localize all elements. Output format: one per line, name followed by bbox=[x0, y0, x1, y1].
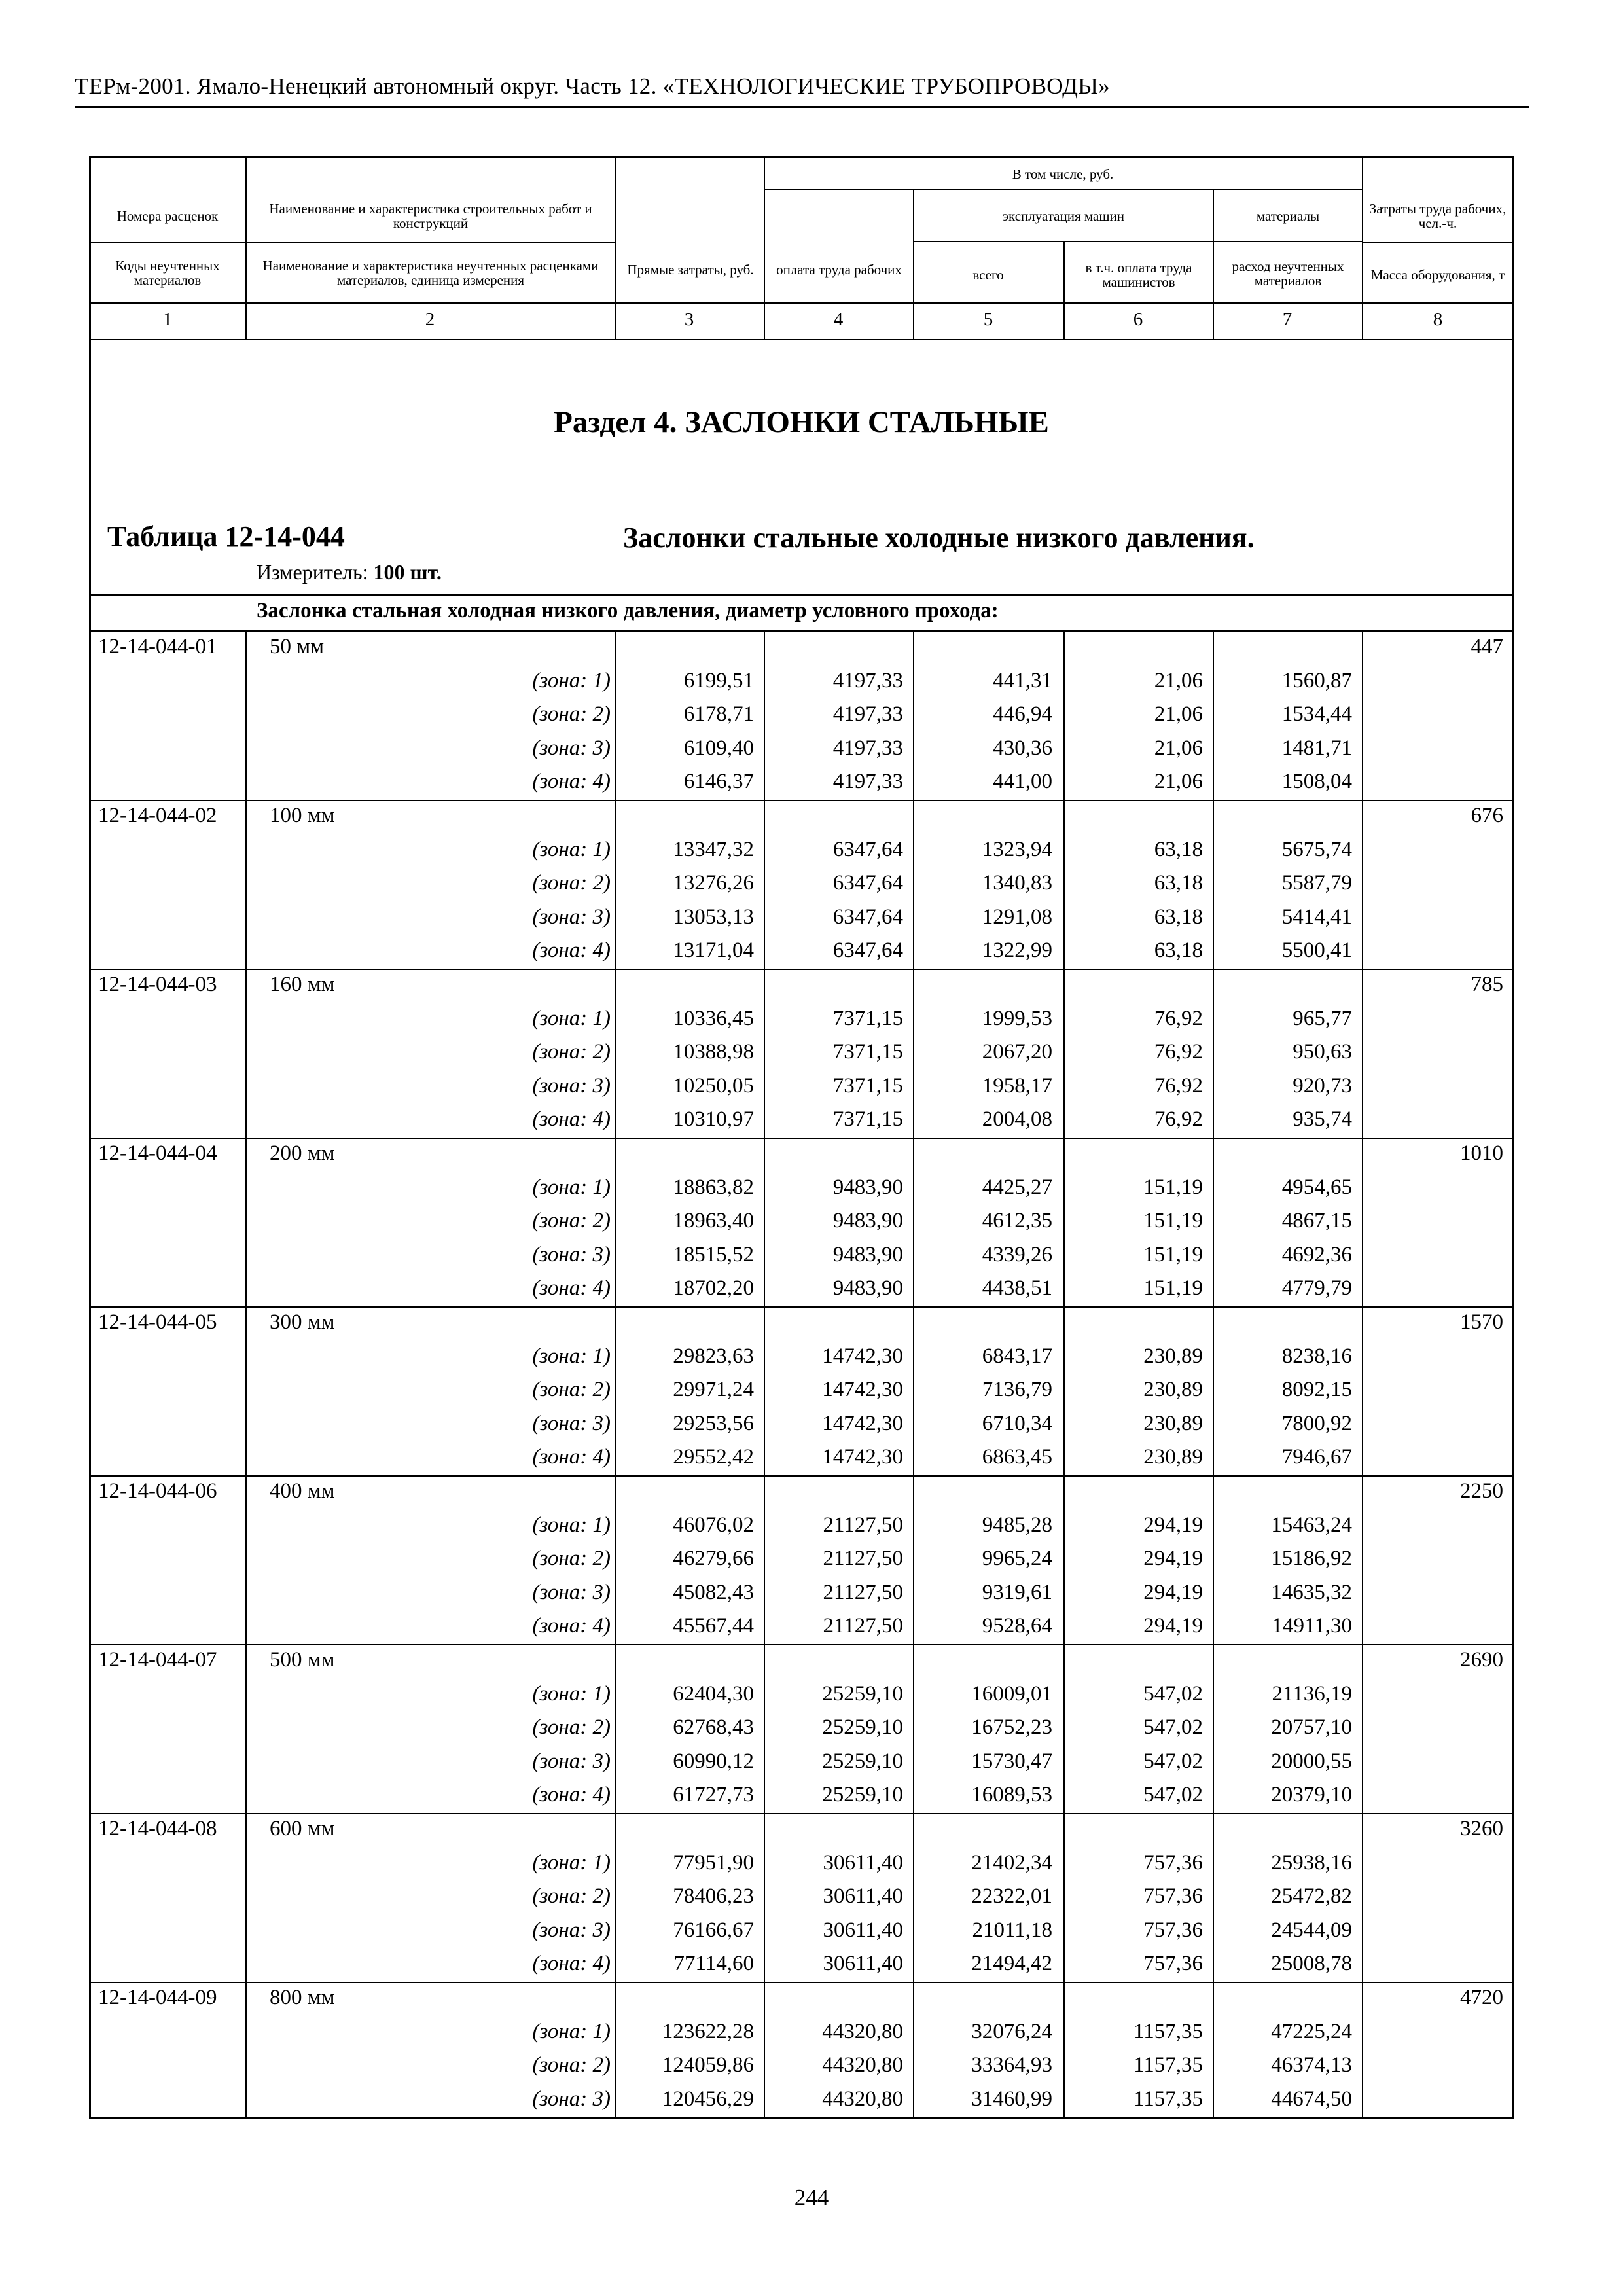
machines-total-cell: 21402,34 bbox=[971, 1850, 1052, 1874]
materials-cell: 44674,50 bbox=[1271, 2087, 1352, 2111]
direct-costs-cell: 29253,56 bbox=[673, 1411, 754, 1435]
materials-cell: 5500,41 bbox=[1281, 939, 1352, 963]
header-divider-1 bbox=[245, 156, 247, 339]
operators-wages-cell: 294,19 bbox=[1143, 1614, 1203, 1638]
workers-wages-cell: 6347,64 bbox=[832, 939, 903, 963]
rate-code: 12-14-044-03 bbox=[98, 973, 217, 996]
direct-costs-cell: 62404,30 bbox=[673, 1681, 754, 1706]
header-material-name: Наименование и характеристика неучтенных расценками материалов, единица измерения bbox=[262, 258, 599, 288]
workers-wages-cell: 44320,80 bbox=[822, 2019, 903, 2043]
rate-code: 12-14-044-05 bbox=[98, 1310, 217, 1334]
zone-label: (зона: 1) bbox=[532, 1513, 611, 1537]
direct-costs-cell: 18863,82 bbox=[673, 1175, 754, 1199]
machines-total-cell: 1322,99 bbox=[982, 939, 1052, 963]
operators-wages-cell: 63,18 bbox=[1154, 939, 1203, 963]
header-including: В том числе, руб. bbox=[1012, 166, 1114, 182]
machines-total-cell: 9485,28 bbox=[982, 1513, 1052, 1537]
materials-cell: 8238,16 bbox=[1281, 1344, 1352, 1368]
workers-wages-cell: 30611,40 bbox=[823, 1952, 903, 1976]
direct-costs-cell: 61727,73 bbox=[673, 1783, 754, 1807]
body-divider-3 bbox=[764, 630, 765, 2119]
header-divider-7 bbox=[1362, 156, 1363, 339]
operators-wages-cell: 294,19 bbox=[1143, 1513, 1203, 1537]
materials-cell: 15186,92 bbox=[1271, 1547, 1352, 1571]
materials-cell: 920,73 bbox=[1293, 1073, 1352, 1098]
zone-label: (зона: 3) bbox=[532, 905, 611, 929]
workers-wages-cell: 25259,10 bbox=[822, 1681, 903, 1706]
operators-wages-cell: 151,19 bbox=[1143, 1175, 1203, 1199]
machines-total-cell: 32076,24 bbox=[971, 2019, 1052, 2043]
operators-wages-cell: 76,92 bbox=[1154, 1040, 1203, 1064]
operators-wages-cell: 547,02 bbox=[1143, 1783, 1203, 1807]
operators-wages-cell: 294,19 bbox=[1143, 1547, 1203, 1571]
rate-code: 12-14-044-08 bbox=[98, 1817, 217, 1840]
direct-costs-cell: 77114,60 bbox=[673, 1952, 754, 1976]
operators-wages-cell: 294,19 bbox=[1143, 1580, 1203, 1604]
machines-total-cell: 15730,47 bbox=[971, 1749, 1052, 1773]
operators-wages-cell: 76,92 bbox=[1154, 1073, 1203, 1098]
header-divider-5 bbox=[1063, 241, 1065, 339]
header-operators-wages: в т.ч. оплата труда машинистов bbox=[1085, 260, 1192, 290]
machines-total-cell: 441,31 bbox=[993, 668, 1052, 692]
workers-wages-cell: 9483,90 bbox=[832, 1209, 903, 1233]
zone-label: (зона: 1) bbox=[532, 1681, 611, 1706]
operators-wages-cell: 757,36 bbox=[1143, 1952, 1203, 1976]
direct-costs-cell: 77951,90 bbox=[673, 1850, 754, 1874]
direct-costs-cell: 62768,43 bbox=[673, 1715, 754, 1740]
direct-costs-cell: 13276,26 bbox=[673, 871, 754, 895]
nominal-diameter: 300 мм bbox=[270, 1310, 335, 1334]
materials-cell: 1508,04 bbox=[1281, 770, 1352, 794]
direct-costs-cell: 18963,40 bbox=[673, 1209, 754, 1233]
operators-wages-cell: 63,18 bbox=[1154, 837, 1203, 861]
machines-total-cell: 446,94 bbox=[993, 702, 1052, 726]
direct-costs-cell: 13347,32 bbox=[673, 837, 754, 861]
machines-total-cell: 16752,23 bbox=[971, 1715, 1052, 1740]
machines-total-cell: 6863,45 bbox=[982, 1445, 1052, 1469]
operators-wages-cell: 76,92 bbox=[1154, 1107, 1203, 1132]
machines-total-cell: 9528,64 bbox=[982, 1614, 1052, 1638]
workers-wages-cell: 4197,33 bbox=[832, 736, 903, 760]
operators-wages-cell: 76,92 bbox=[1154, 1006, 1203, 1030]
zone-label: (зона: 1) bbox=[532, 837, 611, 861]
machines-total-cell: 1958,17 bbox=[982, 1073, 1052, 1098]
header-divider-6 bbox=[1213, 189, 1214, 339]
zone-label: (зона: 3) bbox=[532, 1918, 611, 1942]
header-rate-numbers: Номера расценок bbox=[116, 208, 219, 224]
workers-wages-cell: 30611,40 bbox=[823, 1918, 903, 1942]
workers-wages-cell: 7371,15 bbox=[832, 1073, 903, 1098]
operators-wages-cell: 21,06 bbox=[1154, 770, 1203, 794]
materials-cell: 1534,44 bbox=[1281, 702, 1352, 726]
rate-code: 12-14-044-09 bbox=[98, 1986, 217, 2009]
materials-cell: 20757,10 bbox=[1271, 1715, 1352, 1740]
direct-costs-cell: 78406,23 bbox=[673, 1884, 754, 1909]
zone-label: (зона: 3) bbox=[532, 2087, 611, 2111]
machines-total-cell: 4339,26 bbox=[982, 1242, 1052, 1266]
operators-wages-cell: 547,02 bbox=[1143, 1681, 1203, 1706]
machines-total-cell: 9965,24 bbox=[982, 1547, 1052, 1571]
rate-group-separator bbox=[89, 1813, 1514, 1814]
machines-total-cell: 1999,53 bbox=[982, 1006, 1052, 1030]
workers-wages-cell: 14742,30 bbox=[822, 1445, 903, 1469]
labor-costs-cell: 1010 bbox=[1460, 1141, 1503, 1165]
machines-total-cell: 430,36 bbox=[993, 736, 1052, 760]
machines-total-cell: 4612,35 bbox=[982, 1209, 1052, 1233]
materials-cell: 4954,65 bbox=[1281, 1175, 1352, 1199]
zone-label: (зона: 1) bbox=[532, 1344, 611, 1368]
operators-wages-cell: 21,06 bbox=[1154, 668, 1203, 692]
direct-costs-cell: 45567,44 bbox=[673, 1614, 754, 1638]
materials-cell: 15463,24 bbox=[1271, 1513, 1352, 1537]
materials-cell: 21136,19 bbox=[1272, 1681, 1352, 1706]
direct-costs-cell: 13053,13 bbox=[673, 905, 754, 929]
zone-label: (зона: 1) bbox=[532, 1175, 611, 1199]
zone-label: (зона: 1) bbox=[532, 1850, 611, 1874]
workers-wages-cell: 6347,64 bbox=[832, 837, 903, 861]
table-number: Таблица 12-14-044 bbox=[107, 520, 345, 552]
operators-wages-cell: 547,02 bbox=[1143, 1715, 1203, 1740]
zone-label: (зона: 3) bbox=[532, 1242, 611, 1266]
nominal-diameter: 500 мм bbox=[270, 1648, 335, 1672]
nominal-diameter: 160 мм bbox=[270, 973, 335, 996]
machines-total-cell: 21011,18 bbox=[972, 1918, 1052, 1942]
machines-total-cell: 6710,34 bbox=[982, 1411, 1052, 1435]
direct-costs-cell: 13171,04 bbox=[673, 939, 754, 963]
direct-costs-cell: 46279,66 bbox=[673, 1547, 754, 1571]
workers-wages-cell: 14742,30 bbox=[822, 1411, 903, 1435]
body-divider-6 bbox=[1213, 630, 1214, 2119]
header-labor-costs: Затраты труда рабочих, чел.-ч. bbox=[1369, 201, 1507, 231]
header-equipment-mass: Масса оборудования, т bbox=[1370, 267, 1505, 283]
zone-label: (зона: 2) bbox=[532, 2053, 611, 2077]
rate-group-separator bbox=[89, 1138, 1514, 1139]
zone-label: (зона: 2) bbox=[532, 1040, 611, 1064]
nominal-diameter: 100 мм bbox=[270, 804, 335, 827]
direct-costs-cell: 6199,51 bbox=[683, 668, 754, 692]
page-number: 244 bbox=[794, 2185, 829, 2210]
direct-costs-cell: 18702,20 bbox=[673, 1276, 754, 1300]
direct-costs-cell: 10388,98 bbox=[673, 1040, 754, 1064]
rate-code: 12-14-044-06 bbox=[98, 1479, 217, 1503]
workers-wages-cell: 9483,90 bbox=[832, 1242, 903, 1266]
materials-cell: 4779,79 bbox=[1281, 1276, 1352, 1300]
workers-wages-cell: 21127,50 bbox=[823, 1614, 903, 1638]
zone-label: (зона: 1) bbox=[532, 1006, 611, 1030]
zone-label: (зона: 4) bbox=[532, 770, 611, 794]
operators-wages-cell: 757,36 bbox=[1143, 1850, 1203, 1874]
direct-costs-cell: 18515,52 bbox=[673, 1242, 754, 1266]
zone-label: (зона: 1) bbox=[532, 668, 611, 692]
rate-code: 12-14-044-07 bbox=[98, 1648, 217, 1672]
body-divider-4 bbox=[913, 630, 914, 2119]
header-direct-costs: Прямые затраты, руб. bbox=[627, 262, 754, 278]
header-work-name: Наименование и характеристика строительных работ и конструкций bbox=[269, 201, 592, 231]
zone-label: (зона: 3) bbox=[532, 736, 611, 760]
rate-group-separator bbox=[89, 969, 1514, 970]
machines-total-cell: 22322,01 bbox=[971, 1884, 1052, 1909]
operators-wages-cell: 757,36 bbox=[1143, 1918, 1203, 1942]
workers-wages-cell: 25259,10 bbox=[822, 1783, 903, 1807]
operators-wages-cell: 151,19 bbox=[1143, 1242, 1203, 1266]
materials-cell: 46374,13 bbox=[1271, 2053, 1352, 2077]
workers-wages-cell: 44320,80 bbox=[822, 2087, 903, 2111]
zone-label: (зона: 4) bbox=[532, 1952, 611, 1976]
materials-cell: 14911,30 bbox=[1272, 1614, 1352, 1638]
section-title: Раздел 4. ЗАСЛОНКИ СТАЛЬНЫЕ bbox=[554, 405, 1049, 439]
header-rule-including bbox=[764, 189, 1362, 190]
workers-wages-cell: 7371,15 bbox=[832, 1040, 903, 1064]
operators-wages-cell: 63,18 bbox=[1154, 905, 1203, 929]
zone-label: (зона: 4) bbox=[532, 1783, 611, 1807]
zone-label: (зона: 2) bbox=[532, 1378, 611, 1402]
zone-label: (зона: 2) bbox=[532, 1884, 611, 1909]
direct-costs-cell: 120456,29 bbox=[662, 2087, 754, 2111]
machines-total-cell: 4438,51 bbox=[982, 1276, 1052, 1300]
machines-total-cell: 1291,08 bbox=[982, 905, 1052, 929]
machines-total-cell: 16009,01 bbox=[971, 1681, 1052, 1706]
labor-costs-cell: 3260 bbox=[1460, 1817, 1503, 1840]
machines-total-cell: 16089,53 bbox=[971, 1783, 1052, 1807]
operators-wages-cell: 21,06 bbox=[1154, 736, 1203, 760]
machines-total-cell: 6843,17 bbox=[982, 1344, 1052, 1368]
section-block-rule bbox=[89, 594, 1514, 596]
running-header: ТЕРм-2001. Ямало-Ненецкий автономный округ. Часть 12. «ТЕХНОЛОГИЧЕСКИЕ ТРУБОПРОВОДЫ» bbox=[75, 73, 1110, 99]
rate-group-separator bbox=[89, 1644, 1514, 1645]
labor-costs-cell: 1570 bbox=[1460, 1310, 1503, 1334]
header-divider-2 bbox=[615, 156, 616, 339]
direct-costs-cell: 124059,86 bbox=[662, 2053, 754, 2077]
header-rule-middle-left bbox=[89, 242, 615, 243]
materials-cell: 1560,87 bbox=[1281, 668, 1352, 692]
workers-wages-cell: 9483,90 bbox=[832, 1276, 903, 1300]
direct-costs-cell: 10336,45 bbox=[673, 1006, 754, 1030]
machines-total-cell: 1340,83 bbox=[982, 871, 1052, 895]
rate-group-separator bbox=[89, 800, 1514, 801]
header-rule-middle-right bbox=[1362, 242, 1514, 243]
header-divider-4 bbox=[913, 189, 914, 339]
operators-wages-cell: 21,06 bbox=[1154, 702, 1203, 726]
labor-costs-cell: 2690 bbox=[1460, 1648, 1503, 1672]
workers-wages-cell: 14742,30 bbox=[822, 1344, 903, 1368]
workers-wages-cell: 30611,40 bbox=[823, 1850, 903, 1874]
machines-total-cell: 1323,94 bbox=[982, 837, 1052, 861]
zone-label: (зона: 2) bbox=[532, 702, 611, 726]
materials-cell: 24544,09 bbox=[1271, 1918, 1352, 1942]
direct-costs-cell: 123622,28 bbox=[662, 2019, 754, 2043]
table-subtitle: Заслонка стальная холодная низкого давления, диаметр условного прохода: bbox=[257, 599, 999, 622]
workers-wages-cell: 25259,10 bbox=[822, 1749, 903, 1773]
materials-cell: 20000,55 bbox=[1271, 1749, 1352, 1773]
header-rule bbox=[75, 106, 1529, 108]
operators-wages-cell: 151,19 bbox=[1143, 1209, 1203, 1233]
materials-cell: 25008,78 bbox=[1271, 1952, 1352, 1976]
machines-total-cell: 441,00 bbox=[993, 770, 1052, 794]
direct-costs-cell: 29552,42 bbox=[673, 1445, 754, 1469]
materials-cell: 8092,15 bbox=[1281, 1378, 1352, 1402]
rate-group-separator bbox=[89, 1306, 1514, 1308]
rate-group-separator bbox=[89, 1982, 1514, 1983]
materials-cell: 1481,71 bbox=[1281, 736, 1352, 760]
direct-costs-cell: 6178,71 bbox=[683, 702, 754, 726]
workers-wages-cell: 21127,50 bbox=[823, 1513, 903, 1537]
measure-unit bbox=[257, 560, 442, 584]
direct-costs-cell: 60990,12 bbox=[673, 1749, 754, 1773]
nominal-diameter: 800 мм bbox=[270, 1986, 335, 2009]
operators-wages-cell: 63,18 bbox=[1154, 871, 1203, 895]
zone-label: (зона: 3) bbox=[532, 1580, 611, 1604]
header-materials: материалы bbox=[1256, 208, 1320, 224]
body-divider-1 bbox=[245, 630, 247, 2119]
operators-wages-cell: 230,89 bbox=[1143, 1411, 1203, 1435]
materials-cell: 5587,79 bbox=[1281, 871, 1352, 895]
labor-costs-cell: 447 bbox=[1471, 635, 1503, 658]
materials-cell: 4867,15 bbox=[1281, 1209, 1352, 1233]
materials-cell: 25938,16 bbox=[1271, 1850, 1352, 1874]
body-divider-7 bbox=[1362, 630, 1363, 2119]
direct-costs-cell: 10310,97 bbox=[673, 1107, 754, 1132]
body-divider-2 bbox=[615, 630, 616, 2119]
body-divider-5 bbox=[1063, 630, 1065, 2119]
operators-wages-cell: 230,89 bbox=[1143, 1378, 1203, 1402]
machines-total-cell: 21494,42 bbox=[971, 1952, 1052, 1976]
materials-cell: 5675,74 bbox=[1281, 837, 1352, 861]
rate-code: 12-14-044-04 bbox=[98, 1141, 217, 1165]
measure-value: 100 шт. bbox=[373, 560, 442, 584]
workers-wages-cell: 6347,64 bbox=[832, 871, 903, 895]
workers-wages-cell: 25259,10 bbox=[822, 1715, 903, 1740]
direct-costs-cell: 45082,43 bbox=[673, 1580, 754, 1604]
workers-wages-cell: 6347,64 bbox=[832, 905, 903, 929]
machines-total-cell: 7136,79 bbox=[982, 1378, 1052, 1402]
operators-wages-cell: 151,19 bbox=[1143, 1276, 1203, 1300]
operators-wages-cell: 1157,35 bbox=[1133, 2087, 1203, 2111]
zone-label: (зона: 4) bbox=[532, 939, 611, 963]
zone-label: (зона: 2) bbox=[532, 871, 611, 895]
workers-wages-cell: 4197,33 bbox=[832, 770, 903, 794]
operators-wages-cell: 1157,35 bbox=[1133, 2019, 1203, 2043]
workers-wages-cell: 7371,15 bbox=[832, 1107, 903, 1132]
nominal-diameter: 200 мм bbox=[270, 1141, 335, 1165]
zone-label: (зона: 2) bbox=[532, 1209, 611, 1233]
materials-cell: 5414,41 bbox=[1281, 905, 1352, 929]
materials-cell: 47225,24 bbox=[1271, 2019, 1352, 2043]
materials-cell: 7946,67 bbox=[1281, 1445, 1352, 1469]
machines-total-cell: 33364,93 bbox=[971, 2053, 1052, 2077]
header-workers-wages: оплата труда рабочих bbox=[776, 262, 902, 278]
nominal-diameter: 400 мм bbox=[270, 1479, 335, 1503]
machines-total-cell: 9319,61 bbox=[982, 1580, 1052, 1604]
operators-wages-cell: 757,36 bbox=[1143, 1884, 1203, 1909]
workers-wages-cell: 30611,40 bbox=[823, 1884, 903, 1909]
workers-wages-cell: 21127,50 bbox=[823, 1580, 903, 1604]
materials-cell: 935,74 bbox=[1293, 1107, 1352, 1132]
materials-cell: 25472,82 bbox=[1271, 1884, 1352, 1909]
machines-total-cell: 31460,99 bbox=[971, 2087, 1052, 2111]
header-machine-operation: эксплуатация машин bbox=[1003, 208, 1124, 224]
header-unaccounted-materials: расход неучтенных материалов bbox=[1232, 259, 1344, 289]
labor-costs-cell: 4720 bbox=[1460, 1986, 1503, 2009]
materials-cell: 14635,32 bbox=[1271, 1580, 1352, 1604]
header-rule-bottom bbox=[89, 302, 1514, 304]
zone-label: (зона: 4) bbox=[532, 1276, 611, 1300]
operators-wages-cell: 1157,35 bbox=[1133, 2053, 1203, 2077]
zone-label: (зона: 3) bbox=[532, 1749, 611, 1773]
rate-group-separator bbox=[89, 1475, 1514, 1477]
workers-wages-cell: 9483,90 bbox=[832, 1175, 903, 1199]
materials-cell: 965,77 bbox=[1293, 1006, 1352, 1030]
labor-costs-cell: 785 bbox=[1471, 973, 1503, 996]
zone-label: (зона: 4) bbox=[532, 1445, 611, 1469]
zone-label: (зона: 3) bbox=[532, 1073, 611, 1098]
direct-costs-cell: 10250,05 bbox=[673, 1073, 754, 1098]
rate-code: 12-14-044-02 bbox=[98, 804, 217, 827]
workers-wages-cell: 4197,33 bbox=[832, 668, 903, 692]
direct-costs-cell: 6109,40 bbox=[683, 736, 754, 760]
workers-wages-cell: 21127,50 bbox=[823, 1547, 903, 1571]
materials-cell: 950,63 bbox=[1293, 1040, 1352, 1064]
direct-costs-cell: 29971,24 bbox=[673, 1378, 754, 1402]
workers-wages-cell: 44320,80 bbox=[822, 2053, 903, 2077]
direct-costs-cell: 46076,02 bbox=[673, 1513, 754, 1537]
direct-costs-cell: 76166,67 bbox=[673, 1918, 754, 1942]
zone-label: (зона: 4) bbox=[532, 1107, 611, 1132]
operators-wages-cell: 230,89 bbox=[1143, 1344, 1203, 1368]
measure-label: Измеритель: bbox=[257, 560, 368, 584]
header-rule-machines bbox=[913, 241, 1362, 242]
operators-wages-cell: 547,02 bbox=[1143, 1749, 1203, 1773]
zone-label: (зона: 2) bbox=[532, 1715, 611, 1740]
direct-costs-cell: 6146,37 bbox=[683, 770, 754, 794]
header-machines-total: всего bbox=[972, 267, 1004, 283]
machines-total-cell: 2067,20 bbox=[982, 1040, 1052, 1064]
zone-label: (зона: 4) bbox=[532, 1614, 611, 1638]
nominal-diameter: 600 мм bbox=[270, 1817, 335, 1840]
operators-wages-cell: 230,89 bbox=[1143, 1445, 1203, 1469]
workers-wages-cell: 7371,15 bbox=[832, 1006, 903, 1030]
workers-wages-cell: 14742,30 bbox=[822, 1378, 903, 1402]
machines-total-cell: 4425,27 bbox=[982, 1175, 1052, 1199]
zone-label: (зона: 2) bbox=[532, 1547, 611, 1571]
materials-cell: 20379,10 bbox=[1271, 1783, 1352, 1807]
rate-code: 12-14-044-01 bbox=[98, 635, 217, 658]
nominal-diameter: 50 мм bbox=[270, 635, 325, 658]
table-name: Заслонки стальные холодные низкого давления. bbox=[623, 522, 1255, 554]
machines-total-cell: 2004,08 bbox=[982, 1107, 1052, 1132]
labor-costs-cell: 2250 bbox=[1460, 1479, 1503, 1503]
header-divider-3 bbox=[764, 156, 765, 339]
labor-costs-cell: 676 bbox=[1471, 804, 1503, 827]
workers-wages-cell: 4197,33 bbox=[832, 702, 903, 726]
column-numbers-rule bbox=[89, 339, 1514, 340]
zone-label: (зона: 1) bbox=[532, 2019, 611, 2043]
zone-label: (зона: 3) bbox=[532, 1411, 611, 1435]
direct-costs-cell: 29823,63 bbox=[673, 1344, 754, 1368]
subtitle-rule bbox=[89, 630, 1514, 632]
materials-cell: 4692,36 bbox=[1281, 1242, 1352, 1266]
materials-cell: 7800,92 bbox=[1281, 1411, 1352, 1435]
header-material-codes: Коды неучтенных материалов bbox=[115, 258, 220, 288]
